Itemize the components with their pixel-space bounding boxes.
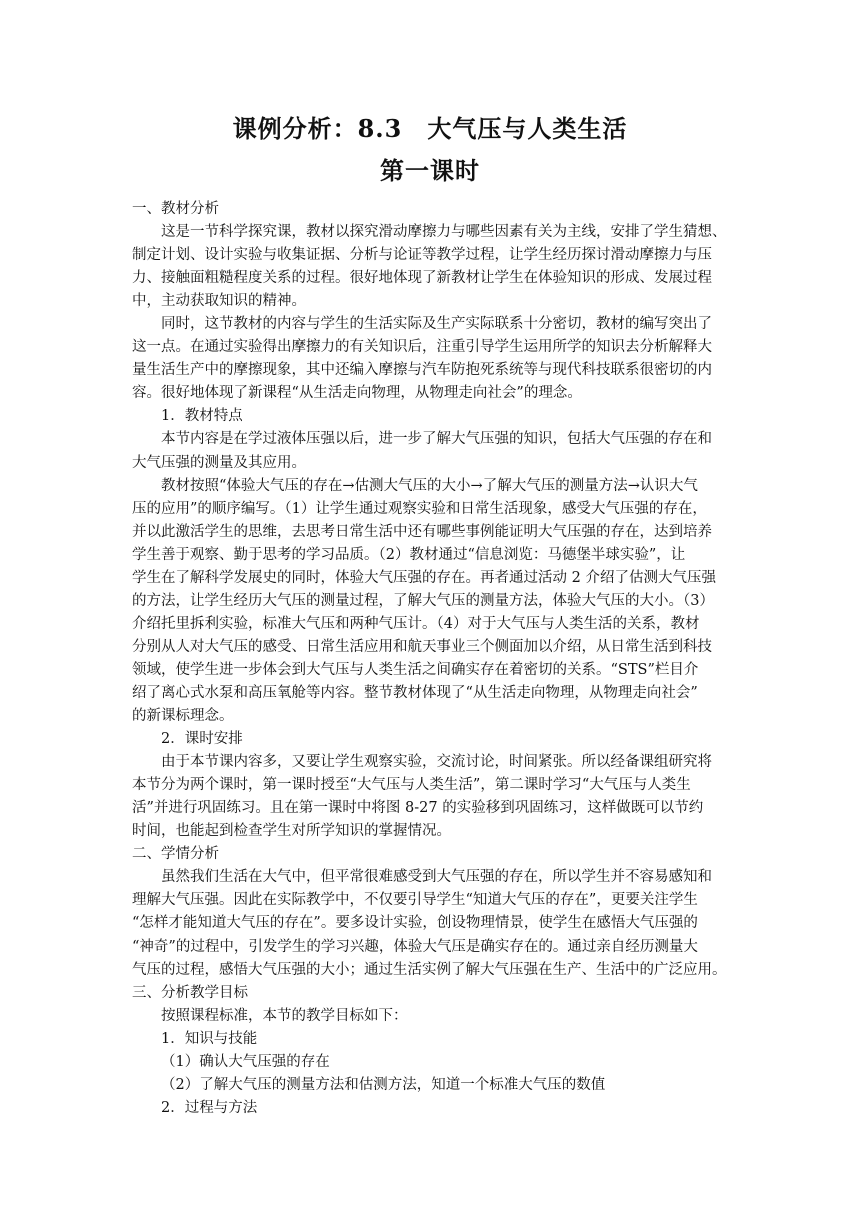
text-line: 虽然我们生活在大气中，但平常很难感受到大气压强的存在，所以学生并不容易感知和: [161, 869, 712, 886]
text-line: 的新课标理念。: [132, 708, 234, 725]
text-line: 力、接触面粗糙程度关系的过程。很好地体现了新教材让学生在体验知识的形成、发展过程: [132, 270, 712, 287]
text-line: 教材按照“体验大气压的存在→估测大气压的大小→了解大气压的测量方法→认识大气: [161, 477, 698, 494]
text-line: 领域，使学生进一步体会到大气压与人类生活之间确实存在着密切的关系。“STS”栏目介: [132, 661, 699, 678]
text-line: 同时，这节教材的内容与学生的生活实际及生产实际联系十分密切，教材的编写突出了: [161, 316, 712, 333]
text-line: 2．课时安排: [161, 731, 243, 748]
text-line: 三、分析教学目标: [132, 984, 248, 1001]
text-line: 量生活生产中的摩擦现象，其中还编入摩擦与汽车防抱死系统等与现代科技联系很密切的内: [132, 362, 712, 379]
text-line: 容。很好地体现了新课程“从生活走向物理，从物理走向社会”的理念。: [132, 385, 582, 402]
text-line: 活”并进行巩固练习。且在第一课时中将图 8-27 的实验移到巩固练习，这样做既可以节约: [132, 800, 704, 817]
text-line: 2．过程与方法: [161, 1099, 258, 1116]
text-line: 介绍托里拆利实验，标准大气压和两种气压计。（4）对于大气压与人类生活的关系，教材: [132, 615, 700, 632]
text-line: 按照课程标准，本节的教学目标如下：: [161, 1007, 408, 1024]
text-line: 绍了离心式水泵和高压氧舱等内容。整节教材体现了“从生活走向物理，从物理走向社会”: [132, 684, 698, 701]
text-line: 本节内容是在学过液体压强以后，进一步了解大气压强的知识，包括大气压强的存在和: [161, 431, 712, 448]
text-line: 的方法，让学生经历大气压的测量过程，了解大气压的测量方法，体验大气压的大小。（3）: [132, 592, 714, 609]
text-line: 分别从人对大气压的感受、日常生活应用和航天事业三个侧面加以介绍，从日常生活到科技: [132, 638, 712, 655]
text-line: 理解大气压强。因此在实际教学中，不仅要引导学生“知道大气压的存在”，更要关注学生: [132, 892, 698, 909]
text-line: “怎样才能知道大气压的存在”。要多设计实验，创设物理情景，使学生在感悟大气压强的: [132, 915, 698, 932]
text-line: 气压的过程，感悟大气压强的大小；通过生活实例了解大气压强在生产、生活中的广泛应用。: [132, 961, 727, 978]
text-line: 时间，也能起到检查学生对所学知识的掌握情况。: [132, 823, 451, 840]
text-line: （1）确认大气压强的存在: [161, 1053, 330, 1070]
text-line: 由于本节课内容多，又要让学生观察实验，交流讨论，时间紧张。所以经备课组研究将: [161, 754, 712, 771]
text-line: 学生善于观察、勤于思考的学习品质。（2）教材通过“信息浏览：马德堡半球实验”，让: [132, 546, 686, 563]
text-line: 压的应用”的顺序编写。（1）让学生通过观察实验和日常生活现象，感受大气压强的存在，: [132, 500, 707, 517]
text-line: 本节分为两个课时，第一课时授至“大气压与人类生活”，第二课时学习“大气压与人类生: [132, 777, 691, 794]
text-line: 一、教材分析: [132, 201, 219, 217]
text-line: 学生在了解科学发展史的同时，体验大气压强的存在。再者通过活动 2 介绍了估测大气压强: [132, 569, 716, 586]
text-line: 二、学情分析: [132, 846, 219, 863]
page-subtitle: 第一课时: [380, 156, 480, 185]
text-line: 大气压强的测量及其应用。: [132, 454, 306, 471]
text-line: 并以此激活学生的思维，去思考日常生活中还有哪些事例能证明大气压强的存在，达到培养: [132, 523, 712, 540]
text-line: 1．知识与技能: [161, 1030, 258, 1047]
text-line: 这一点。在通过实验得出摩擦力的有关知识后，注重引导学生运用所学的知识去分析解释大: [132, 339, 712, 356]
text-line: 这是一节科学探究课，教材以探究滑动摩擦力与哪些因素有关为主线，安排了学生猜想、: [161, 224, 727, 241]
text-line: “神奇”的过程中，引发学生的学习兴趣，体验大气压是确实存在的。通过亲自经历测量大: [132, 938, 698, 955]
text-line: （2）了解大气压的测量方法和估测方法，知道一个标准大气压的数值: [161, 1076, 606, 1093]
document-body: [132, 198, 732, 1120]
text-line: 制定计划、设计实验与收集证据、分析与论证等教学过程，让学生经历探讨滑动摩擦力与压: [132, 247, 712, 264]
text-line: 中，主动获取知识的精神。: [132, 293, 306, 310]
text-line: 1．教材特点: [161, 408, 243, 425]
page-title: 课例分析：8.3 大气压与人类生活: [232, 114, 628, 143]
